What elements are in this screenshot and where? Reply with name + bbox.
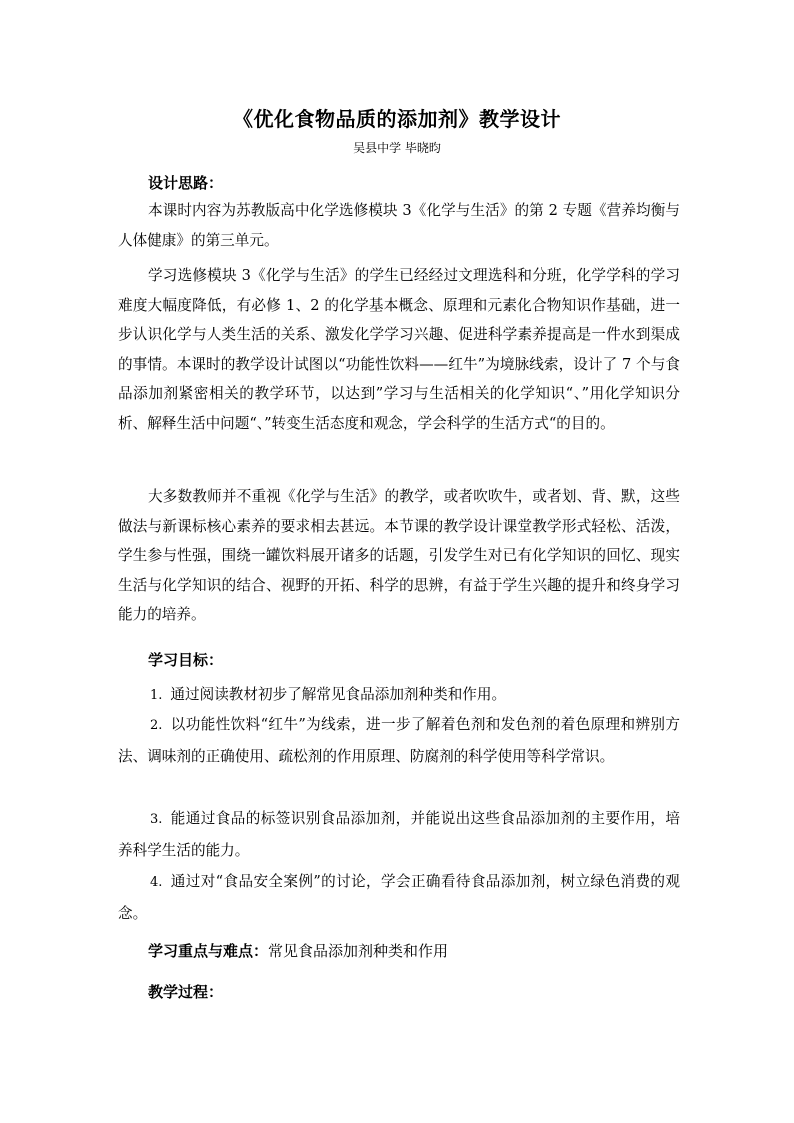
goal-text: 通过对“食品安全案例”的讨论，学会正确看待食品添加剂，树立绿色消费的观念。 xyxy=(118,873,680,922)
key-points-text: 常见食品添加剂种类和作用 xyxy=(268,942,449,960)
author-line: 吴县中学 毕晓昀 xyxy=(353,141,441,155)
goal-number: 2. xyxy=(150,718,163,733)
design-heading: 设计思路： xyxy=(148,174,224,192)
goal-text: 通过阅读教材初步了解常见食品添加剂种类和作用。 xyxy=(170,686,507,703)
design-paragraph-1: 本课时内容为苏教版高中化学选修模块 3《化学与生活》的第 2 专题《营养均衡与人体健康》的第三单元。 xyxy=(118,202,680,249)
key-points-heading xyxy=(148,941,448,961)
goal-number: 3. xyxy=(150,812,163,827)
document-title: 《优化食物品质的添加剂》教学设计 xyxy=(233,107,561,131)
goal-item-1 xyxy=(118,679,680,711)
goal-number: 1. xyxy=(150,688,163,703)
process-heading: 教学过程： xyxy=(148,983,224,1001)
goal-text: 以功能性饮料“红牛”为线索，进一步了解着色剂和发色剂的着色原理和辨别方法、调味剂的正确使用、疏松剂的作用原理、防腐剂的科学使用等科学常识。 xyxy=(118,716,680,765)
goal-item-3 xyxy=(118,803,680,866)
goal-text: 能通过食品的标签识别食品添加剂，并能说出这些食品添加剂的主要作用，培养科学生活的能力。 xyxy=(118,810,680,859)
key-points-label: 学习重点与难点： xyxy=(148,942,269,960)
goal-number: 4. xyxy=(150,875,163,890)
goal-item-2 xyxy=(118,709,680,772)
design-paragraph-2: 学习选修模块 3《化学与生活》的学生已经经过文理选科和分班，化学学科的学习难度大幅度降低，有必修 1、2 的化学基本概念、原理和元素化合物知识作基础，进一步认识化学与人类生活的关系、激发化学学习兴趣、促进科学素养提高是一件水到渠成的事情。本课时的教学设计试图以“功能性饮料——红牛”为境脉线索，设计了 7 个与食品添加剂紧密相关的教学环节，以达到”学习与生活相关的化学知识“、”用化学知识分析、解释生活中问题“、”转变生活态度和观念，学会科学的生活方式“的目的。 xyxy=(118,267,680,432)
goals-heading: 学习目标： xyxy=(148,651,224,669)
design-paragraph-3: 大多数教师并不重视《化学与生活》的教学，或者吹吹牛，或者划、背、默，这些做法与新课标核心素养的要求相去甚远。本节课的教学设计课堂教学形式轻松、活泼，学生参与性强，围绕一罐饮料展开诸多的话题，引发学生对已有化学知识的回忆、现实生活与化学知识的结合、视野的开拓、科学的思辨，有益于学生兴趣的提升和终身学习能力的培养。 xyxy=(118,488,680,624)
goal-item-4 xyxy=(118,866,680,929)
